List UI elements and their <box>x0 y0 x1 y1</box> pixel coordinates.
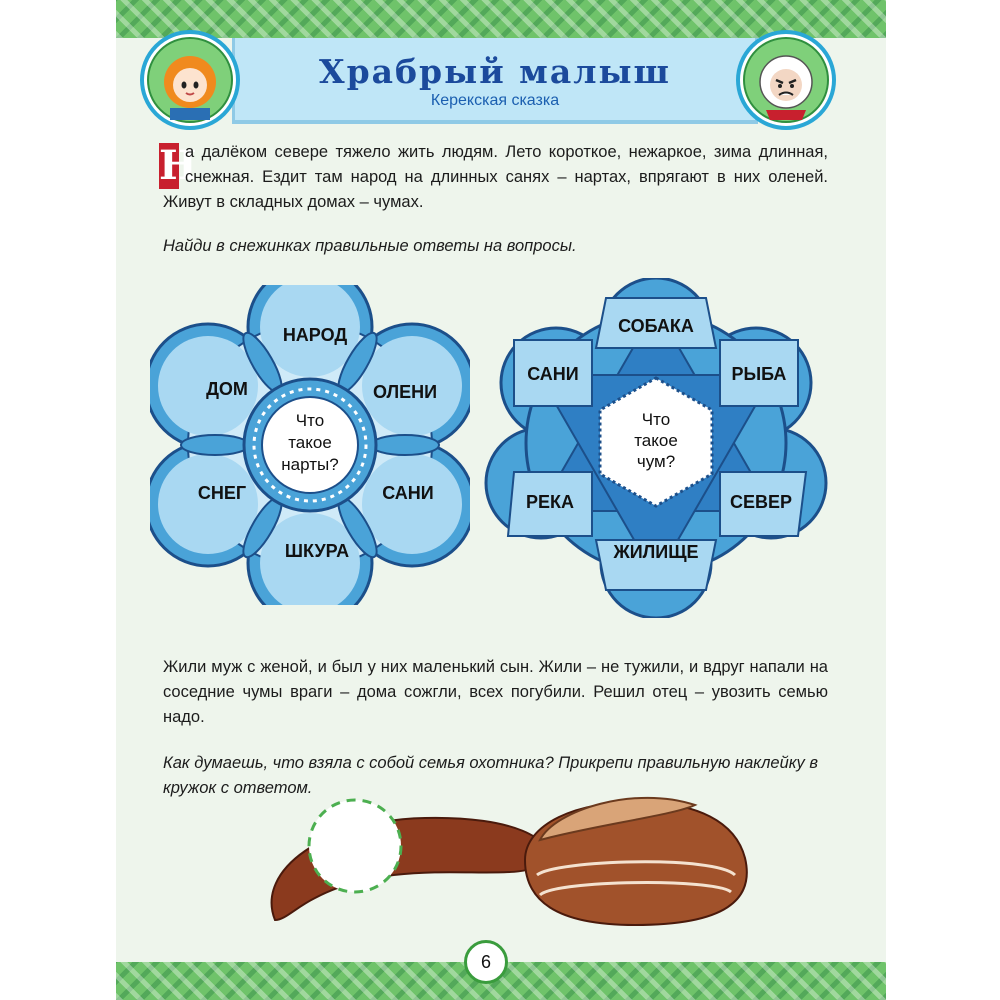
answer-word[interactable]: САНИ <box>527 364 579 384</box>
snowflake-narty <box>150 285 470 605</box>
snowflake-instruction: Найди в снежинках правильные ответы на вопросы. <box>163 237 577 255</box>
sticker-instruction: Как думаешь, что взяла с собой семья охотника? Прикрепи правильную наклейку в кружок с ответом. <box>163 754 818 797</box>
question-line-2: такое <box>288 433 332 452</box>
question-line-3: нарты? <box>281 455 339 474</box>
answer-word[interactable]: ЖИЛИЩЕ <box>613 542 699 562</box>
page-subtitle: Керекская сказка <box>430 92 560 109</box>
intro-paragraph <box>159 140 828 215</box>
sticker-target-circle[interactable] <box>309 800 401 892</box>
question-line-1: Что <box>641 410 671 429</box>
title-banner <box>232 38 758 124</box>
answer-word[interactable]: РЫБА <box>731 364 787 384</box>
snowflake-chum <box>484 278 828 618</box>
answer-word[interactable]: ШКУРА <box>284 541 350 561</box>
answer-word[interactable]: ДОМ <box>206 379 248 399</box>
dropcap-letter: Н <box>159 142 197 189</box>
answer-word[interactable]: СНЕГ <box>197 483 247 503</box>
answer-word[interactable]: СОБАКА <box>618 316 694 336</box>
question-line-3: чум? <box>636 452 676 471</box>
page-title: Храбрый малыш <box>318 52 672 91</box>
story-paragraph: Жили муж с женой, и был у них маленький сын. Жили – не тужили, и вдруг напали на соседние чумы враги – дома сожгли, всех погубили. Решил отец – увозить семью надо. <box>163 658 828 726</box>
hunter-bag-illustration <box>255 780 755 930</box>
answer-word[interactable]: ОЛЕНИ <box>372 382 438 402</box>
answer-word[interactable]: НАРОД <box>282 325 348 345</box>
answer-word[interactable]: САНИ <box>382 483 434 503</box>
intro-text: а далёком севере тяжело жить людям. Лето короткое, нежаркое, зима длинная, снежная. Ездит там народ на длинных санях – нартах, впрягают в них оленей. Живут в складных домах – чумах. <box>163 143 828 211</box>
page-number: 6 <box>464 940 508 984</box>
answer-word[interactable]: РЕКА <box>526 492 574 512</box>
question-line-1: Что <box>295 411 325 430</box>
answer-word[interactable]: СЕВЕР <box>729 492 793 512</box>
child-portrait-medallion <box>140 30 240 130</box>
question-line-2: такое <box>634 431 678 450</box>
enemy-portrait-medallion <box>736 30 836 130</box>
